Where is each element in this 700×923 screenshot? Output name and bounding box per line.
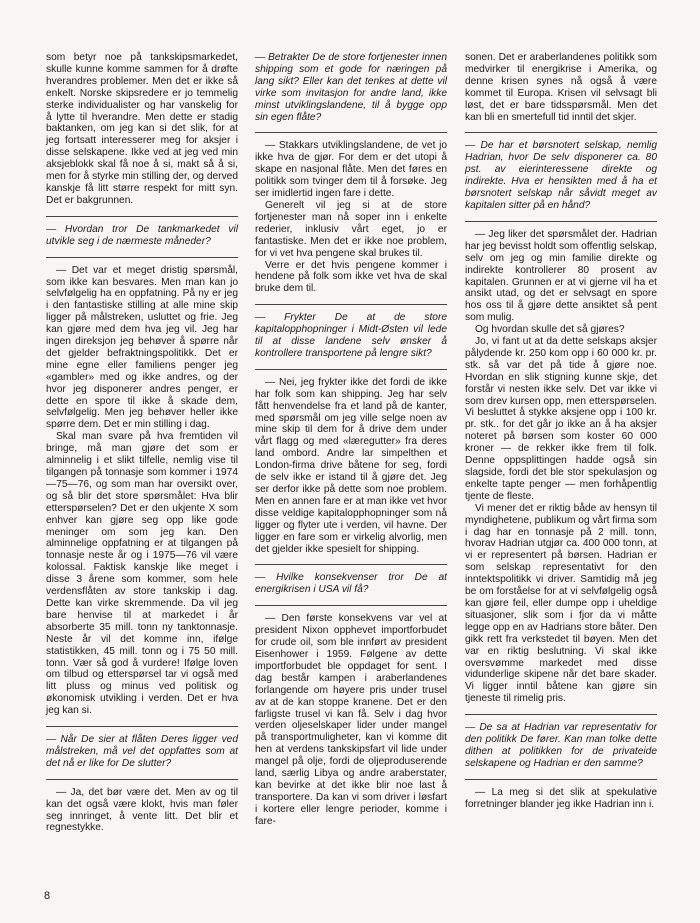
interview-question: — Frykter De at de store kapitalopphopninger i Midt-Østen vil lede til at disse landene selv ønsker å kontrollere transportene på lengre sikt? <box>255 312 447 359</box>
divider <box>46 726 238 727</box>
paragraph: — Den første konsekvens var vel at president Nixon opphevet importforbudet for crude oil, som ble innført av president Eisenhower i 1959. Følgene av dette importforbudet ble oppdaget for sent. I dag består kampen i araberlandenes forlangende om høyere pris under trusel av at de kan stoppe kranene. Det er den farligste trusel vi kan få. Selv i dag hvor verden oljeselskaper lider under mangel på transportmuligheter, kan vi komme dit hen at verdens tankskipsfart vil lide under mangel på olje, fordi de oljeproduserende land, særlig Libya og andre araberstater, kan bevirke at det ikke blir noe last å transportere. Da kan vi som driver i løsfart i kortere eller lengre perioder, komme i fare- <box>255 613 447 827</box>
divider <box>255 605 447 606</box>
interview-question: — De har et børsnotert selskap, nemlig Hadrian, hvor De selv disponerer ca. 80 pst. av eierinteressene direkte og indirekte. Hva er hensikten med å ha et børsnotert selskap når såvidt meget av kapitalen sitter på en hånd? <box>465 140 657 211</box>
paragraph: Jo, vi fant ut at da dette selskaps aksjer pålydende kr. 250 kom opp i 60 000 kr. pr. stk. så var det på tide å gjøre noe. Hvordan en slik stigning kunne skje, det forstår vi nesten ikke selv. Det var ikke vi som drev kursen opp, men etterspørselen. Vi besluttet å stykke aksjene opp i 100 kr. pr. stk.. for det går jo ikke an å ha aksjer noteret på børsen som koster 60 000 kroner — de rekker ikke frem til folk. Denne oppsplittingen hadde også sin slagside, fordi det ble stor spekulasjon og enkelte tapte penger — men forhåpentlig tjente de fleste. <box>465 336 657 502</box>
paragraph: sonen. Det er araberlandenes politikk som medvirker til energikrise i Amerika, og denne krisen synes nå også å være kommet til Europa. Krisen vil selvsagt bli løst, det er bare tidsspørsmål. Men det kan bli en smertefull tid inntil det skjer. <box>465 52 657 123</box>
paragraph: Verre er det hvis pengene kommer i hendene på folk som ikke vet hva de skal bruke dem til. <box>255 259 447 295</box>
paragraph: — Stakkars utviklingslandene, de vet jo ikke hva de gjør. For dem er det utopi å skape en nasjonal flåte. Men det føres en politikk som tvinger dem til å forsøke. Jeg ser imidlertid ingen fare i dette. <box>255 140 447 200</box>
divider <box>465 779 657 780</box>
interview-question: — Hvilke konsekvenser tror De at energikrisen i USA vil få? <box>255 572 447 596</box>
paragraph: Og hvordan skulle det så gjøres? <box>475 324 625 336</box>
paragraph: — Ja, det bør være det. Men av og til kan det også være klokt, hvis man føler seg innringet, å vente litt. Det blir et regnestykke. <box>46 786 238 834</box>
interview-question: — Når De sier at flåten Deres ligger ved målstreken, må vel det oppfattes som at det nå er like for De slutter? <box>46 734 238 769</box>
divider <box>46 779 238 780</box>
paragraph: Vi mener det er riktig både av hensyn til myndighetene, publikum og vårt firma som i dag har en tonnasje på 2 mill. tonn, hvorav Hadrian utgjør ca. 400 000 tonn, at vi er representert på børsen. Hadrian er som selskap representativt for den inntektspolitikk vi driver. Samtidig må jeg be om forståelse for at vi selvfølgelig også kan gjøre feil, eller dumpe opp i uheldige situasjoner, slik som i fjor da vi måtte legge opp en av Hadrians store båter. Den gikk rett fra verkstedet til bøyen. Men det var en riktig beslutning. Vi skal ikke oversvømme markedet med disse vidunderlige skipene når det bare skader. Vi ligger inntil båtene kan gjøre sin tjeneste til rimelig pris. <box>465 502 657 705</box>
column-2 <box>255 52 447 828</box>
divider <box>255 369 447 370</box>
interview-question: — Betrakter De de store fortjenester innen shipping som et gode for næringen på lang sikt? Eller kan det tenkes at dette vil virke som invitasjon for andre land, ikke minst utviklingslandene, til å bygge opp sin egen flåte? <box>255 52 447 123</box>
column-3 <box>465 52 657 811</box>
divider <box>465 132 657 133</box>
divider <box>465 714 657 715</box>
paragraph: Generelt vil jeg si at de store fortjenester man nå soper inn i enkelte rederier, inklusiv vårt eget, jo er fantastiske. Men det er ikke noe problem, for vi vet hva pengene skal brukes til. <box>255 199 447 259</box>
paragraph: — Nei, jeg frykter ikke det fordi de ikke har folk som kan shipping. Jeg har selv fått henvendelse fra et land på de kanter, med spørsmål om jeg ville selge noen av mine skip til dem for å drive dem under vårt flagg og med «læregutter» fra deres land ombord. Andre lar simpelthen et London-firma drive båtene for seg, fordi de selv ikke er istand til å gjøre det. Jeg ser derfor ikke på dette som noe problem. Men en annen fare er at man ikke vet hvor disse veldige kapitalopphopninger som nå ligger og flyter ute i verden, vil havne. Der ligger en fare som er virkelig alvorlig, men det gjelder ikke spesielt for shipping. <box>255 376 447 555</box>
page-number: 8 <box>44 890 51 902</box>
divider <box>465 221 657 222</box>
paragraph: — Jeg liker det spørsmålet der. Hadrian har jeg bevisst holdt som offentlig selskap, selv om jeg og min familie direkte og indirekte kontrollerer 80 prosent av kapitalen. Grunnen er at vi gjerne vil ha et ansikt utad, og det er selvsagt en spore hos oss til å gjøre dette ansiktet så pent som mulig. <box>465 228 657 324</box>
divider <box>46 257 238 258</box>
interview-question: — Hvordan tror De tankmarkedet vil utvikle seg i de nærmeste måneder? <box>46 223 238 247</box>
column-1 <box>46 52 238 834</box>
divider <box>255 304 447 305</box>
paragraph: — La meg si det slik at spekulative forretninger blander jeg ikke Hadrian inn i. <box>465 786 657 810</box>
interview-question: — De sa at Hadrian var representativ for den politikk De fører. Kan man tolke dette dithen at politikken for de privateide selskapene og Hadrian er den samme? <box>465 722 657 769</box>
paragraph: som betyr noe på tankskipsmarkedet, skulle kunne komme sammen for å drøfte hverandres problemer. Men det er ikke så enkelt. Norske skipsredere er jo temmelig sterke individualister og har vanskelig for å lytte til hverandre. Men dette er stadig baktanken, om jeg kan si det slik, for at jeg fortsatt interesserer meg for aksjer i disse selskapene. Ikke ved at jeg ved min aksjeblokk skal få noe å si, makt så å si, men for å styrke min stilling der, og derved kanskje få litt større respekt for mitt syn. Det er bakgrunnen. <box>46 52 238 206</box>
divider <box>46 216 238 217</box>
paragraph: Skal man svare på hva fremtiden vil bringe, må man gjøre det som er alminnelig i et slikt tilfelle, nemlig vise til tilgangen på tonnasje som kommer i 1974—75—76, og som man har oversikt over, og så blir det store spørsmålet: Hva blir etterspørselen? Det er den ukjente X som enhver kan gjøre seg opp like gode meninger om som jeg kan. Den alminnelige oppfatning er at tilgangen på tonnasje neste år og i 1975—76 vil være kolossal. Faktisk kanskje like meget i disse 3 årene som kommer, som hele verdensflåten av store tankskip i dag. Dette kan virke skremmende. Da vil jeg bare henvise til at markedet i år absorberte 35 mill. tonn ny tanktonnasje. Neste år vil det komme inn, ifølge statistikken, 45 mill. tonn og i 75 50 mill. tonn. Vær så god å vurdere! Ifølge loven om tilbud og etterspørsel tar vi også med litt pluss og minus ved politisk og økonomisk utvikling i verden. Det er hva jeg kan si. <box>46 431 238 717</box>
divider <box>255 564 447 565</box>
divider <box>255 132 447 133</box>
paragraph: — Det var et meget dristig spørsmål, som ikke kan besvares. Men man kan jo selvfølgelig ha en oppfatning. På ny er jeg i den fantastiske stilling at alle mine skip ligger på målstreken, usluttet og frie. Jeg kan gjøre med dem hva jeg vil. Jeg har ingen direksjon jeg behøver å spørre når det gjelder befraktningspolitikk. Det er mine egne eller familiens penger jeg «gambler» med og ikke andres, og der hvor jeg disponerer andres penger, er dette en spore til ikke å skade dem, selvfølgelig. Men jeg behøver heller ikke spørre dem. Det er min stilling i dag. <box>46 264 238 431</box>
